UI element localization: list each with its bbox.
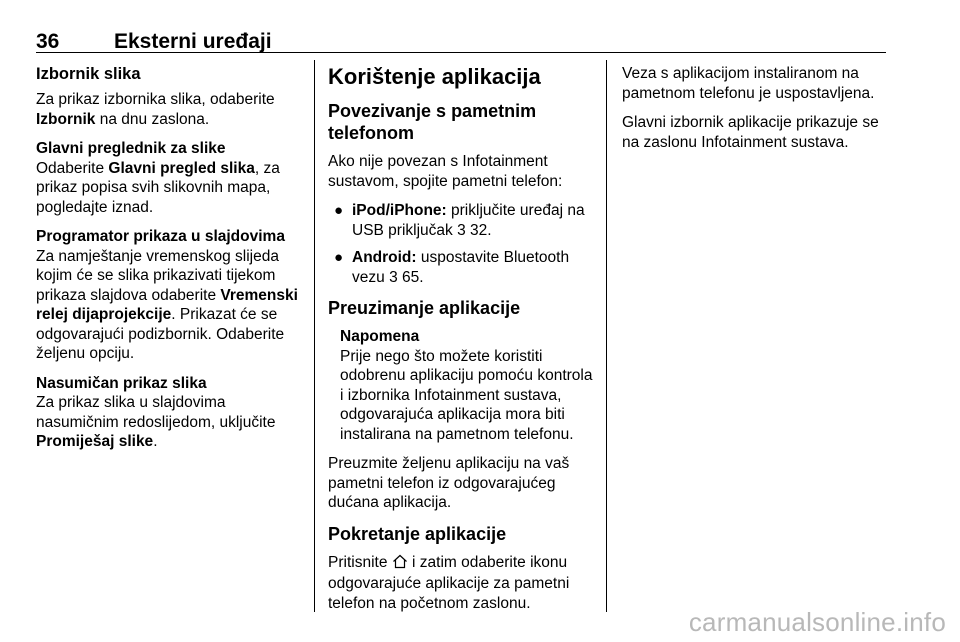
main-viewer-post: , za prikaz popisa svih slikovnih mapa, pogledajte iznad.: [36, 159, 280, 216]
download-text: Preuzmite željenu aplikaciju na vaš pametni telefon iz odgovarajućeg dućana aplikacija.: [328, 455, 570, 511]
reference-arrow-icon: 3: [389, 268, 398, 286]
column-right: [622, 64, 890, 162]
subheading-slideshow: Programator prikaza u slajdovima: [36, 228, 285, 245]
page-number: 36: [36, 30, 60, 53]
shuffle-post: .: [153, 433, 158, 450]
home-icon: [392, 554, 408, 575]
main-viewer-pre: Odaberite: [36, 159, 109, 177]
bullet-text: uspostavite Bluetooth vezu: [352, 249, 570, 286]
shuffle-pre: Za prikaz slika u slajdovima nasumičnim redoslijedom, uključite: [36, 394, 276, 431]
bullet-label: Android:: [352, 249, 417, 266]
menu-term: Izbornik: [36, 110, 96, 128]
column-middle: [328, 64, 598, 623]
bullet-icon: ●: [334, 249, 344, 266]
connection-established-text: Veza s aplikacijom instaliranom na pametnom telefonu je uspostavljena.: [622, 65, 875, 102]
column-divider-1: [314, 60, 315, 612]
header-rule: [36, 52, 886, 53]
section-heading-picture-menu: Izbornik slika: [36, 65, 141, 83]
bullet-text: priključite uređaj na USB priključak: [352, 202, 585, 239]
column-left: [36, 64, 308, 462]
column-divider-2: [606, 60, 607, 612]
start-app-text: [328, 553, 598, 614]
section-heading-using-apps: Korištenje aplikacija: [328, 64, 541, 89]
subheading-download-app: Preuzimanje aplikacije: [328, 298, 521, 318]
watermark: carmanualsonline.info: [688, 607, 946, 637]
note-text: Prije nego što možete koristiti odobrenu aplikaciju pomoću kontrola i izbornika Infotainment sustava, odgovarajuća aplikacija mora biti instalirana na pametnom telefonu.: [340, 347, 593, 443]
main-menu-shown-text: Glavni izbornik aplikacije prikazuje se na zaslonu Infotainment sustava.: [622, 114, 879, 151]
connection-bullet-list: [328, 201, 598, 287]
slideshow-text: [36, 247, 308, 364]
page-reference: 65.: [402, 268, 424, 286]
page-header: [36, 30, 886, 54]
note-title: Napomena: [340, 328, 420, 345]
slideshow-post: . Prikazat će se odgovarajući podizbornik. Odaberite željenu opciju.: [36, 306, 285, 362]
picture-menu-intro: [36, 90, 308, 129]
slideshow-term: Vremenski relej dijaprojekcije: [36, 286, 298, 323]
connect-intro: Ako nije povezan s Infotainment sustavom, spojite pametni telefon:: [328, 153, 563, 190]
start-post: i zatim odaberite ikonu odgovarajuće aplikacije za pametni telefon na početnom zaslonu.: [328, 553, 570, 612]
note-box: [340, 327, 598, 444]
page-reference: 32.: [470, 221, 492, 239]
subheading-main-viewer: Glavni preglednik za slike: [36, 140, 226, 157]
reference-arrow-icon: 3: [457, 221, 466, 239]
intro-text: Za prikaz izbornika slika, odaberite: [36, 91, 275, 108]
bullet-label: iPod/iPhone:: [352, 202, 447, 219]
subheading-connect-smartphone: Povezivanje s pametnim telefonom: [328, 101, 537, 143]
bullet-item-android: [328, 248, 598, 287]
bullet-icon: ●: [334, 202, 344, 219]
main-viewer-text: [36, 159, 308, 218]
subheading-start-app: Pokretanje aplikacije: [328, 523, 507, 544]
chapter-title: Eksterni uređaji: [114, 30, 272, 53]
slideshow-pre: Za namještanje vremenskog slijeda kojim će se slika prikazivati tijekom prikaza slajdova odaberite: [36, 247, 279, 304]
intro-text-end: na dnu zaslona.: [95, 110, 210, 128]
subheading-shuffle: Nasumičan prikaz slika: [36, 374, 207, 392]
bullet-item-ipod: [328, 201, 598, 240]
shuffle-term: Promiješaj slike: [36, 433, 154, 450]
main-viewer-term: Glavni pregled slika: [108, 159, 255, 177]
start-pre: Pritisnite: [328, 553, 392, 571]
shuffle-text: [36, 393, 308, 452]
